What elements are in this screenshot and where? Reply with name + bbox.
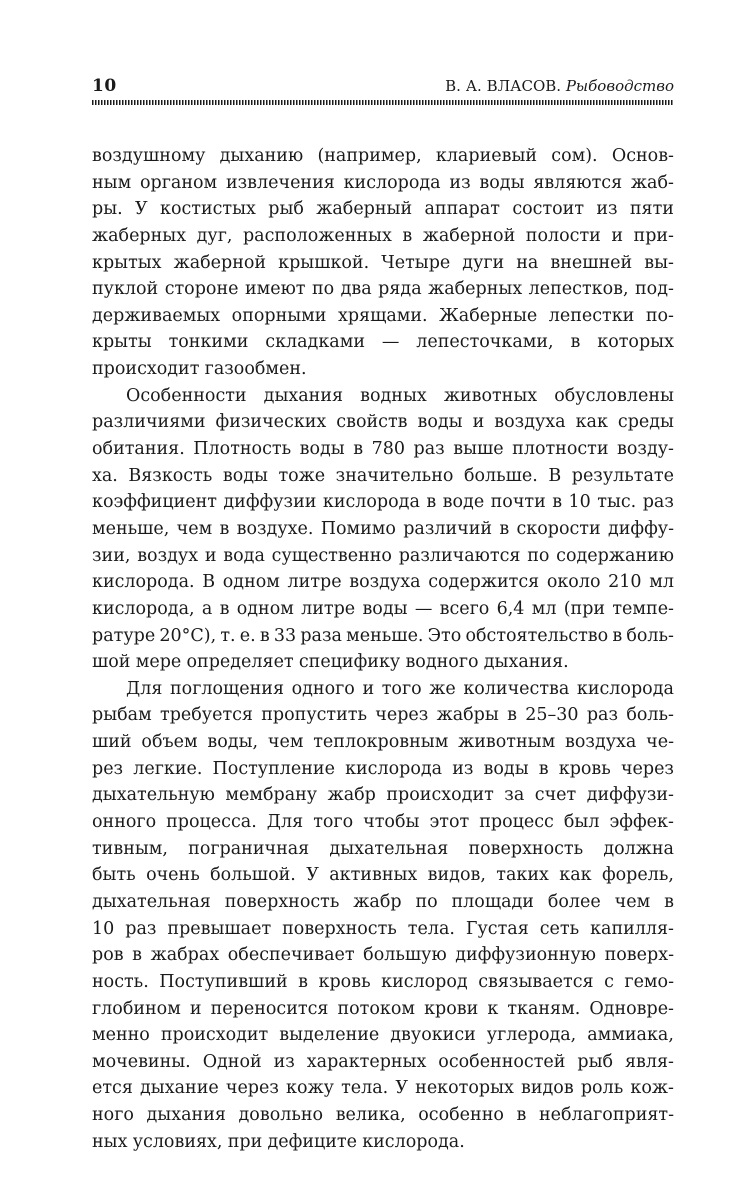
body-text (92, 143, 674, 1155)
running-title (445, 77, 674, 95)
text-line: зии, воздух и вода существенно различаются по содержанию (92, 545, 674, 566)
text-line: обитания. Плотность воды в 780 раз выше плотности возду- (92, 439, 674, 460)
text-line: Для поглощения одного и того же количества кислорода (126, 678, 674, 699)
text-line: жаберных дуг, расположенных в жаберной полости и при- (92, 225, 674, 246)
text-line: глобином и переносится потоком крови к тканям. Одновре- (92, 998, 674, 1019)
text-line: ратуре 20°C), т. е. в 33 раза меньше. Это обстоятельство в боль- (92, 625, 674, 646)
text-line: шой мере определяет специфику водного дыхания. (92, 652, 569, 673)
text-line: ется дыхание через кожу тела. У некоторых видов роль кож- (92, 1078, 674, 1099)
text-line: коэффициент диффузии кислорода в воде почти в 10 тыс. раз (92, 492, 674, 513)
text-line: рез легкие. Поступление кислорода из воды в кровь через (92, 758, 674, 779)
paragraph (92, 143, 674, 383)
book-title: Рыбоводство (565, 77, 674, 95)
text-line: быть очень большой. У активных видов, таких как форель, (92, 865, 674, 886)
text-line: мочевины. Одной из характерных особенностей рыб явля- (92, 1051, 674, 1072)
text-line: менно происходит выделение двуокиси углерода, аммиака, (92, 1025, 674, 1046)
text-line: ров в жабрах обеспечивает большую диффузионную поверх- (92, 945, 674, 966)
text-line: ного дыхания довольно велика, особенно в неблагоприят- (92, 1105, 674, 1126)
text-line: происходит газообмен. (92, 359, 307, 380)
author-name: В. А. ВЛАСОВ. (445, 77, 562, 95)
text-line: ха. Вязкость воды тоже значительно больше. В результате (92, 465, 674, 486)
running-head (92, 74, 674, 102)
header-rule (92, 100, 674, 105)
text-line: тивным, пограничная дыхательная поверхность должна (92, 838, 674, 859)
text-line: ных условиях, при дефиците кислорода. (92, 1131, 465, 1152)
text-line: различиями физических свойств воды и воздуха как среды (92, 412, 674, 433)
text-line: рыбам требуется пропустить через жабры в 25–30 раз боль- (92, 705, 674, 726)
paragraph (92, 676, 674, 1156)
text-line: пуклой стороне имеют по два ряда жаберных лепестков, под- (92, 279, 674, 300)
text-line: дыхательную мембрану жабр происходит за счет диффузи- (92, 785, 674, 806)
text-line: дыхательная поверхность жабр по площади более чем в (92, 891, 674, 912)
text-line: 10 раз превышает поверхность тела. Густая сеть капилля- (92, 918, 674, 939)
text-line: ший объем воды, чем теплокровным животным воздуха че- (92, 732, 674, 753)
text-line: воздушному дыханию (например, клариевый сом). Основ- (92, 146, 674, 166)
text-line: крытых жаберной крышкой. Четыре дуги на внешней вы- (92, 252, 674, 273)
text-line: ность. Поступивший в кровь кислород связывается с гемо- (92, 971, 674, 992)
text-line: онного процесса. Для того чтобы этот процесс был эффек- (92, 812, 674, 833)
text-line: меньше, чем в воздухе. Помимо различий в скорости диффу- (92, 518, 674, 539)
text-line: кислорода. В одном литре воздуха содержится около 210 мл (92, 572, 674, 593)
text-line: Особенности дыхания водных животных обусловлены (126, 385, 674, 406)
text-line: ры. У костистых рыб жаберный аппарат состоит из пяти (92, 199, 674, 220)
paragraph (92, 383, 674, 676)
text-line: крыты тонкими складками — лепесточками, в которых (92, 332, 674, 353)
page-number: 10 (92, 76, 117, 96)
text-line: кислорода, а в одном литре воды — всего 6,4 мл (при темпе- (92, 598, 674, 619)
text-line: ным органом извлечения кислорода из воды являются жаб- (92, 172, 674, 193)
text-line: держиваемых опорными хрящами. Жаберные лепестки по- (92, 305, 674, 326)
